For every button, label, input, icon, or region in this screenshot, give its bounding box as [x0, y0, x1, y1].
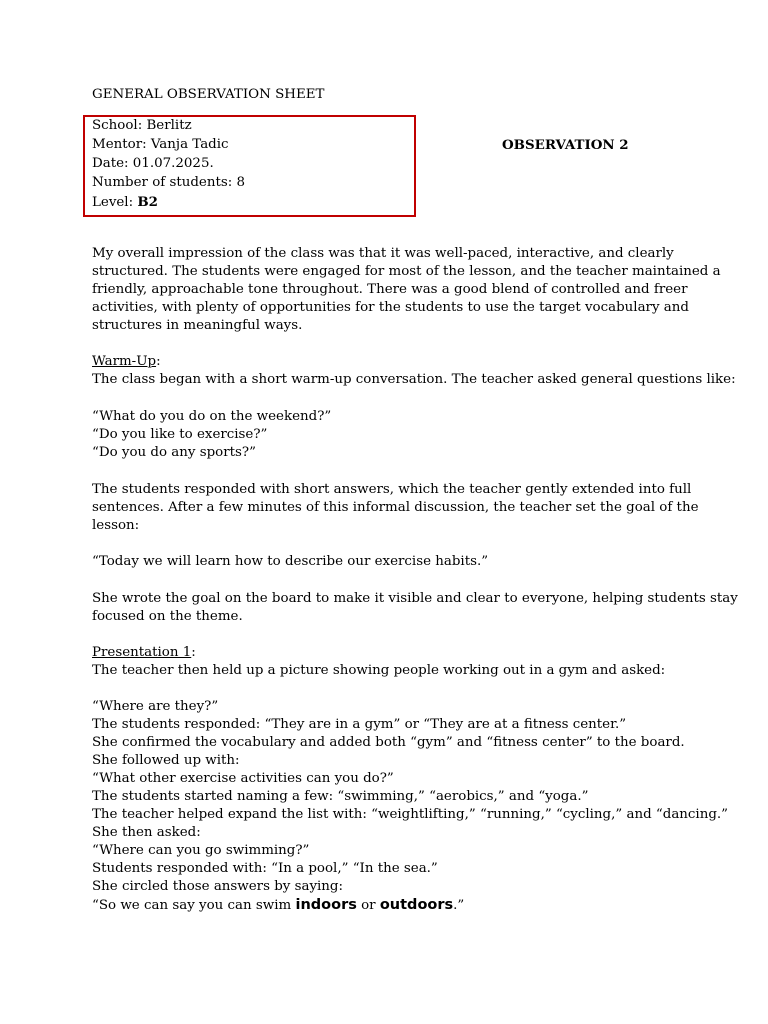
presentation-line: “Where can you go swimming?”: [92, 843, 310, 858]
warmup-response-line: sentences. After a few minutes of this informal discussion, the teacher set the goal of the: [92, 500, 699, 515]
date-info: Date: 01.07.2025.: [92, 156, 214, 171]
presentation-line: “Where are they?”: [92, 699, 219, 714]
outdoors-word: outdoors: [379, 897, 454, 913]
level-label: Level:: [92, 195, 138, 210]
warmup-question: “What do you do on the weekend?”: [92, 409, 332, 424]
school-info: School: Berlitz: [92, 118, 192, 133]
intro-line: activities, with plenty of opportunities for the students to use the target vocabulary and: [92, 300, 689, 315]
presentation-heading: Presentation 1: [92, 645, 192, 660]
warmup-heading-line: [92, 354, 161, 369]
presentation-line: Students responded with: “In a pool,” “In the sea.”: [92, 861, 438, 876]
final-text-end: .”: [453, 898, 465, 913]
warmup-question: “Do you like to exercise?”: [92, 427, 268, 442]
presentation-line: “What other exercise activities can you do?”: [92, 771, 394, 786]
document-title: GENERAL OBSERVATION SHEET: [92, 87, 325, 102]
presentation-intro: The teacher then held up a picture showing people working out in a gym and asked:: [92, 663, 666, 678]
presentation-line: She followed up with:: [92, 753, 240, 768]
mentor-info: Mentor: Vanja Tadic: [92, 137, 229, 152]
warmup-intro: The class began with a short warm-up conversation. The teacher asked general questions like:: [92, 372, 736, 387]
intro-line: structured. The students were engaged for most of the lesson, and the teacher maintained a: [92, 264, 721, 279]
presentation-heading-line: [92, 645, 196, 660]
students-info: Number of students: 8: [92, 175, 246, 190]
presentation-final-line: [92, 897, 464, 913]
intro-line: friendly, approachable tone throughout. There was a good blend of controlled and freer: [92, 282, 688, 297]
warmup-response-line: The students responded with short answers, which the teacher gently extended into full: [92, 482, 692, 497]
lesson-goal: “Today we will learn how to describe our exercise habits.”: [92, 554, 489, 569]
level-info: [92, 194, 158, 210]
indoors-word: indoors: [295, 897, 357, 913]
observation-label: OBSERVATION 2: [502, 137, 629, 153]
board-line: She wrote the goal on the board to make it visible and clear to everyone, helping students stay: [92, 591, 738, 606]
level-value: B2: [137, 194, 158, 210]
final-text-start: “So we can say you can swim: [92, 898, 296, 913]
presentation-line: She circled those answers by saying:: [92, 879, 344, 894]
warmup-response-line: lesson:: [92, 518, 140, 533]
warmup-heading: Warm-Up: [92, 354, 157, 369]
board-line: focused on the theme.: [92, 609, 243, 624]
intro-line: My overall impression of the class was that it was well-paced, interactive, and clearly: [92, 246, 674, 261]
warmup-colon: :: [156, 354, 161, 369]
warmup-question: “Do you do any sports?”: [92, 445, 256, 460]
presentation-line: She then asked:: [92, 825, 201, 840]
presentation-line: She confirmed the vocabulary and added both “gym” and “fitness center” to the board.: [92, 735, 685, 750]
intro-line: structures in meaningful ways.: [92, 318, 303, 333]
presentation-line: The students responded: “They are in a gym” or “They are at a fitness center.”: [92, 717, 627, 732]
presentation-line: The teacher helped expand the list with: “weightlifting,” “running,” “cycling,” and “dancing.”: [92, 807, 729, 822]
presentation-line: The students started naming a few: “swimming,” “aerobics,” and “yoga.”: [92, 789, 589, 804]
presentation-colon: :: [191, 645, 196, 660]
final-text-mid: or: [356, 898, 380, 913]
